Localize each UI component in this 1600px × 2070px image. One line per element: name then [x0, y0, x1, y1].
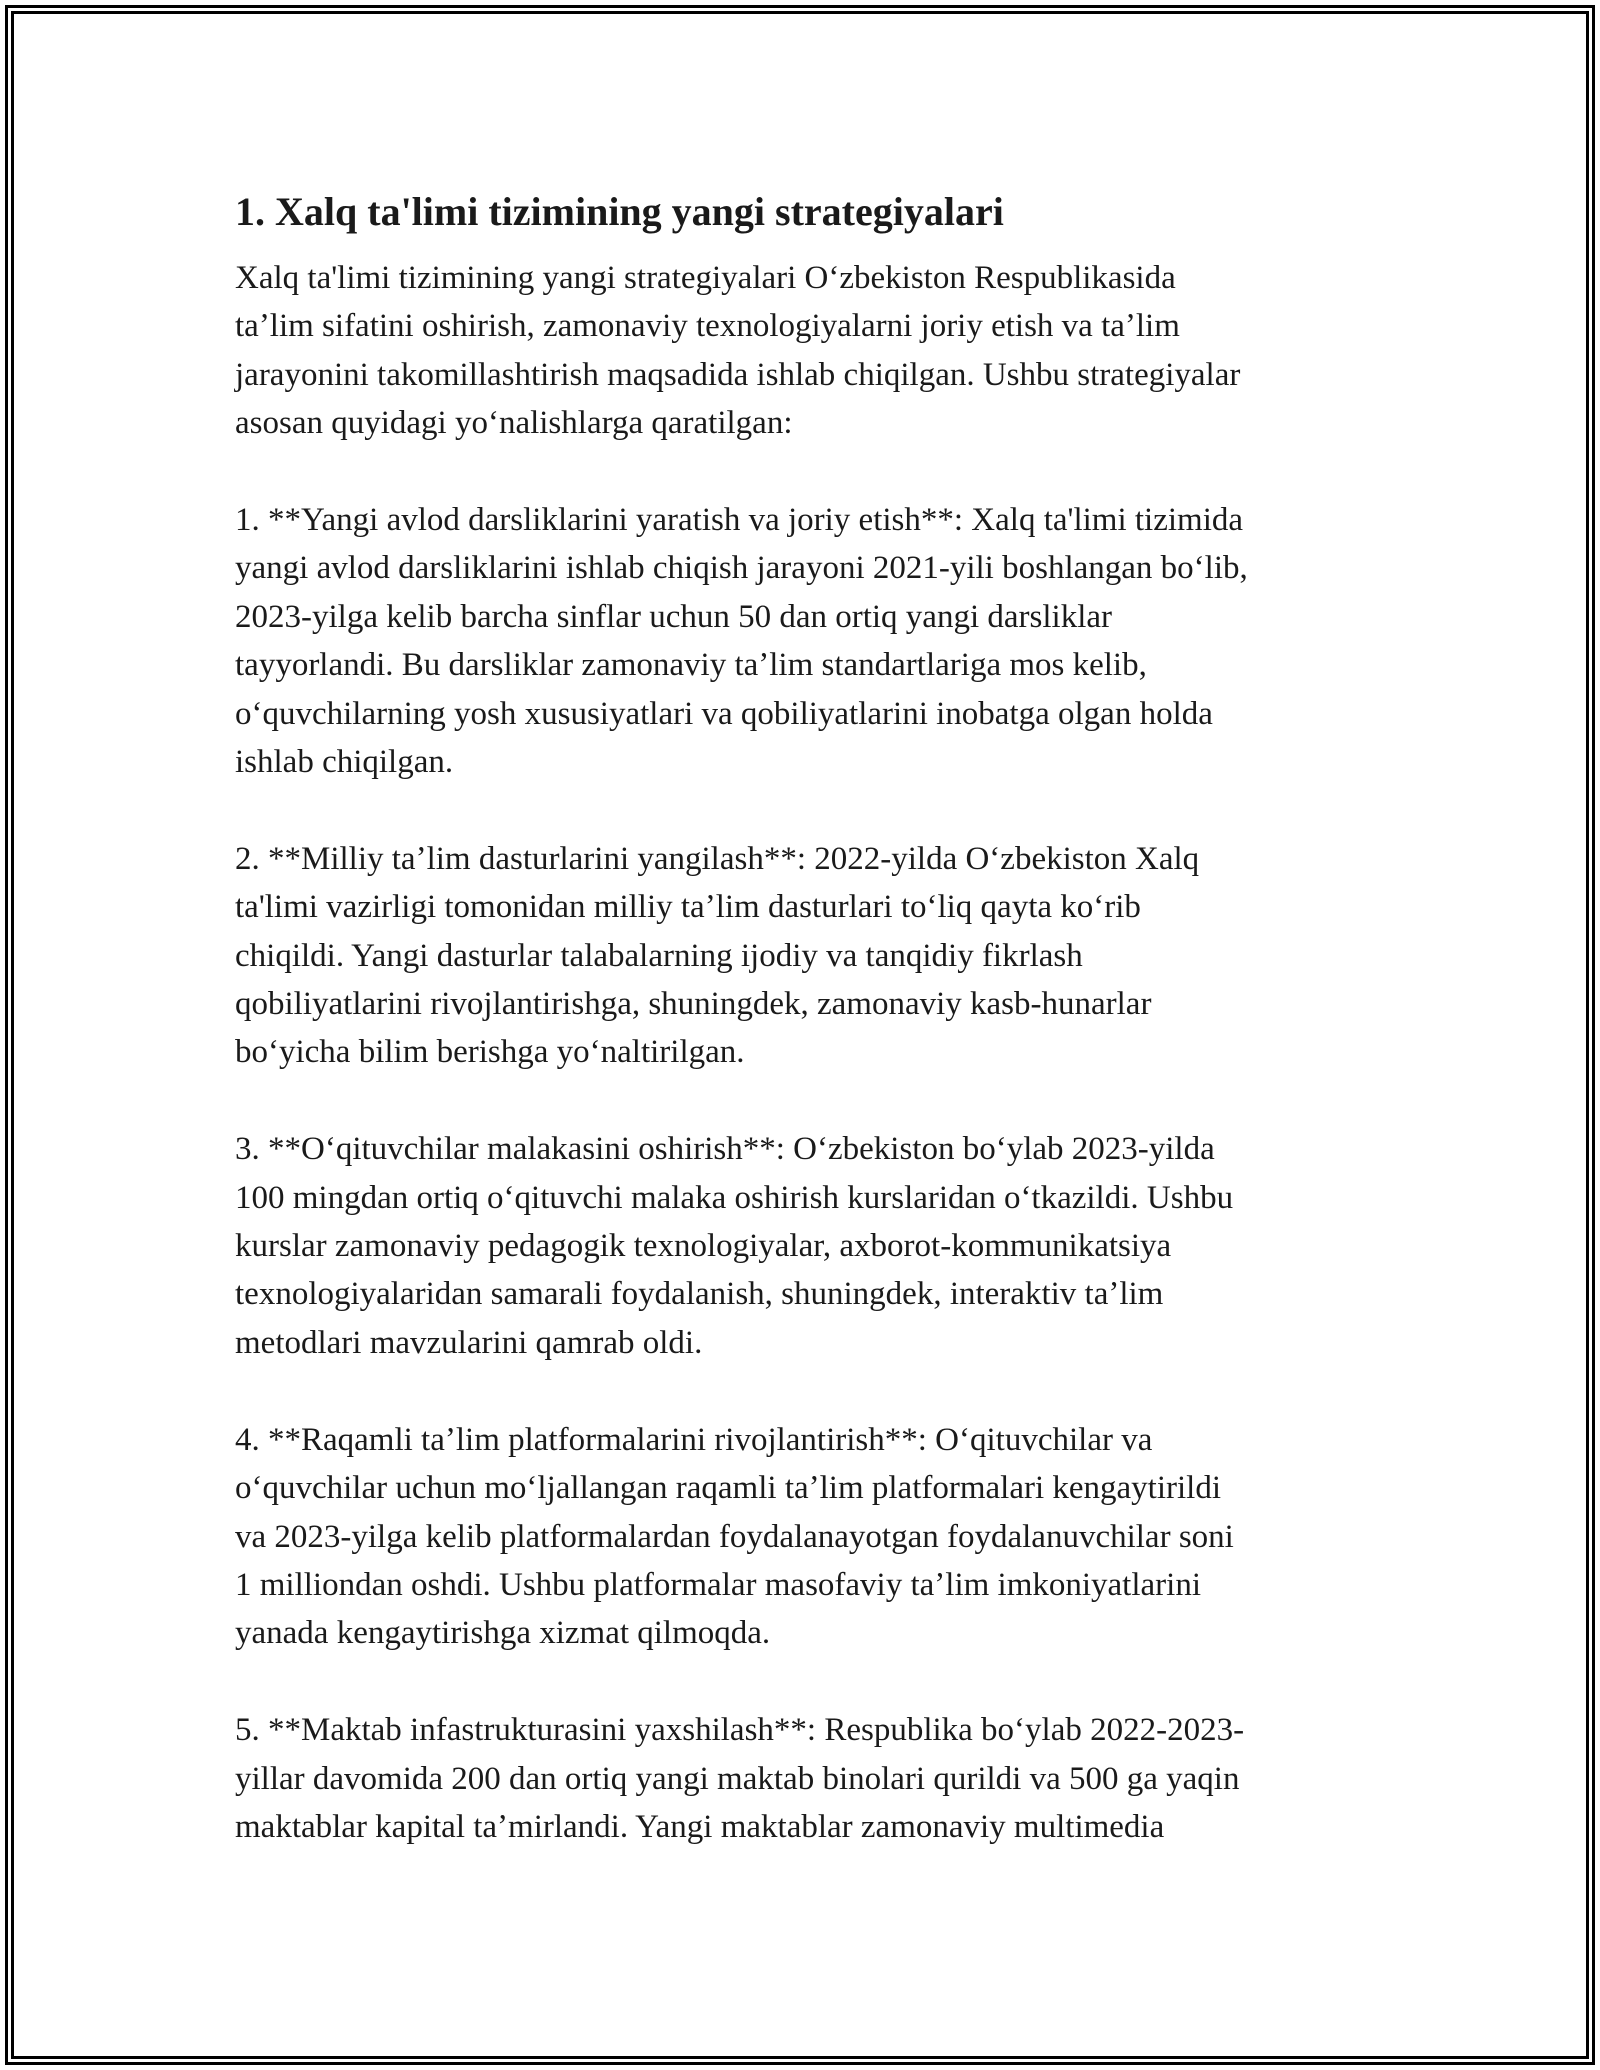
- text-line: metodlari mavzularini qamrab oldi.: [235, 1324, 703, 1361]
- paragraph: [235, 496, 1365, 786]
- text-line: Xalq ta'limi tizimining yangi strategiyalari Oʻzbekiston Respublikasida: [235, 260, 1176, 296]
- page-title: 1. Xalq ta'limi tizimining yangi strategiyalari: [235, 189, 1004, 234]
- text-line: kurslar zamonaviy pedagogik texnologiyalar, axborot-kommunikatsiya: [235, 1228, 1172, 1265]
- paragraph: [235, 1706, 1365, 1851]
- text-line: 1 milliondan oshdi. Ushbu platformalar masofaviy taʼlim imkoniyatlarini: [235, 1566, 1201, 1603]
- text-line: asosan quyidagi yoʻnalishlarga qaratilgan:: [235, 405, 793, 442]
- text-line: 3. **Oʻqituvchilar malakasini oshirish**: Oʻzbekiston boʻylab 2023-yilda: [235, 1131, 1215, 1168]
- paragraph: [235, 835, 1365, 1077]
- text-line: yillar davomida 200 dan ortiq yangi maktab binolari qurildi va 500 ga yaqin: [235, 1760, 1240, 1797]
- text-line: taʼlim sifatini oshirish, zamonaviy texnologiyalarni joriy etish va taʼlim: [235, 308, 1180, 345]
- text-line: yanada kengaytirishga xizmat qilmoqda.: [235, 1615, 771, 1652]
- text-line: jarayonini takomillashtirish maqsadida ishlab chiqilgan. Ushbu strategiyalar: [235, 356, 1241, 393]
- text-line: boʻyicha bilim berishga yoʻnaltirilgan.: [235, 1034, 745, 1071]
- text-line: 1. **Yangi avlod darsliklarini yaratish va joriy etish**: Xalq ta'limi tizimida: [235, 502, 1244, 539]
- text-line: 100 mingdan ortiq oʻqituvchi malaka oshirish kurslaridan oʻtkazildi. Ushbu: [235, 1179, 1234, 1216]
- text-line: 2. **Milliy taʼlim dasturlarini yangilash**: 2022-yilda Oʻzbekiston Xalq: [235, 840, 1200, 877]
- text-line: 2023-yilga kelib barcha sinflar uchun 50 dan ortiq yangi darsliklar: [235, 598, 1112, 635]
- text-line: yangi avlod darsliklarini ishlab chiqish jarayoni 2021-yili boshlangan boʻlib,: [235, 550, 1248, 587]
- text-line: maktablar kapital taʼmirlandi. Yangi maktablar zamonaviy multimedia: [235, 1808, 1165, 1845]
- paragraph: [235, 1416, 1365, 1658]
- text-line: texnologiyalaridan samarali foydalanish, shuningdek, interaktiv taʼlim: [235, 1276, 1164, 1313]
- paragraph: [235, 254, 1365, 448]
- text-line: oʻquvchilar uchun moʻljallangan raqamli taʼlim platformalari kengaytirildi: [235, 1470, 1222, 1507]
- text-line: oʻquvchilarning yosh xususiyatlari va qobiliyatlarini inobatga olgan holda: [235, 695, 1213, 732]
- paragraph: [235, 1125, 1365, 1367]
- text-line: va 2023-yilga kelib platformalardan foydalanayotgan foydalanuvchilar soni: [235, 1518, 1234, 1555]
- text-line: chiqildi. Yangi dasturlar talabalarning ijodiy va tanqidiy fikrlash: [235, 937, 1083, 974]
- text-line: tayyorlandi. Bu darsliklar zamonaviy taʼlim standartlariga mos kelib,: [235, 647, 1147, 684]
- text-line: ishlab chiqilgan.: [235, 744, 454, 781]
- paragraph-list: [235, 254, 1365, 1851]
- text-line: 5. **Maktab infastrukturasini yaxshilash**: Respublika boʻylab 2022-2023-: [235, 1712, 1245, 1749]
- text-line: 4. **Raqamli taʼlim platformalarini rivojlantirish**: Oʻqituvchilar va: [235, 1421, 1153, 1458]
- text-line: qobiliyatlarini rivojlantirishga, shuningdek, zamonaviy kasb-hunarlar: [235, 986, 1152, 1023]
- document-body: [235, 180, 1365, 1900]
- text-line: ta'limi vazirligi tomonidan milliy taʼlim dasturlari toʻliq qayta koʻrib: [235, 889, 1141, 926]
